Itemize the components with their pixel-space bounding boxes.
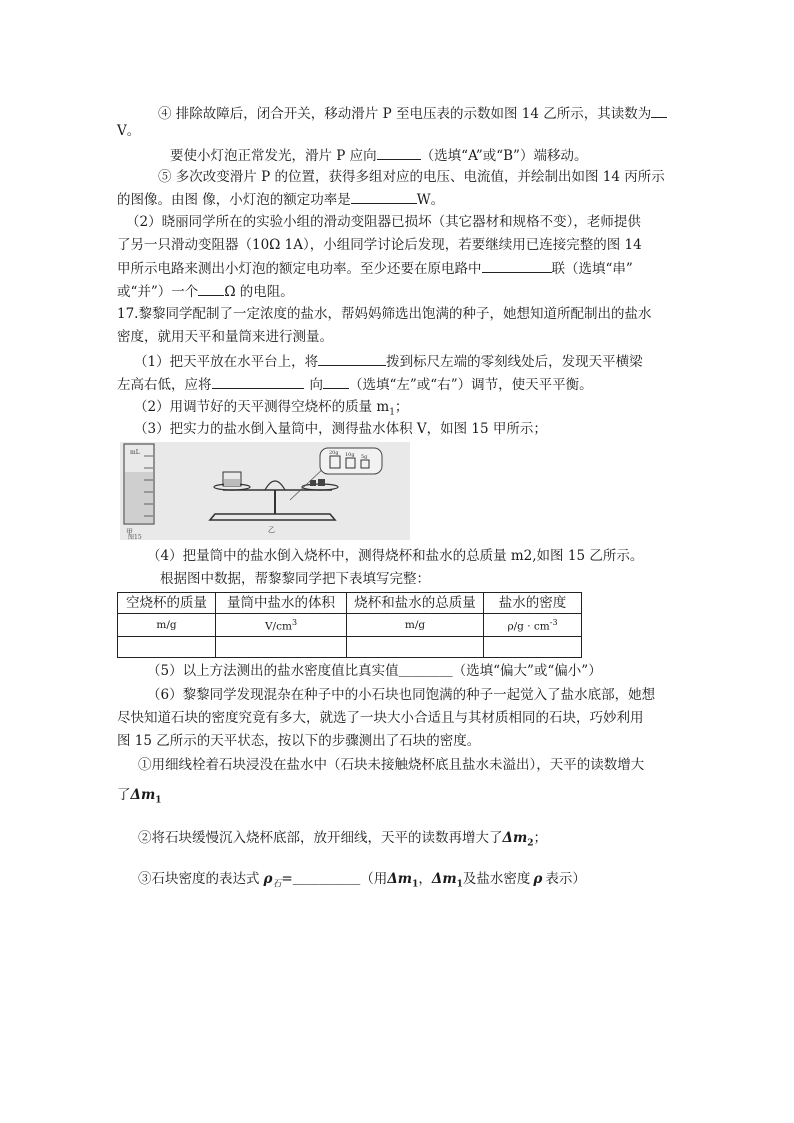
text: （4）把量筒中的盐水倒入烧杯中，测得烧杯和盐水的总质量 m2,如图 15 乙所示。 [147,548,644,564]
text: 密度，就用天平和量筒来进行测量。 [117,329,333,345]
q17-line-11 [117,709,644,727]
q-line-8 [117,282,294,301]
balance-base [210,514,335,520]
q-line-3 [158,168,665,186]
text: 了 [117,787,131,803]
delta-m-symbol: Δm [387,871,413,887]
subscript: 石 [272,879,282,890]
table-unit-row [118,614,582,637]
subscript: 1 [155,795,162,806]
cylinder-unit: mL [130,449,140,456]
q17-line-6 [134,420,547,438]
q17-line-7 [147,547,643,565]
answer-blank[interactable] [212,375,304,389]
text: 了另一只滑动变阻器（10Ω 1A），小组同学讨论后发现，若要继续用已连接完整的图 14 [117,237,642,253]
table-answer-row [118,636,582,657]
answer-blank[interactable] [318,352,386,366]
weight-mid [318,479,325,486]
text: 表示） [545,871,586,887]
text: ⑤ 多次改变滑片 P 的位置，获得多组对应的电压、电流值，并绘制出如图 14 丙所示 [158,169,665,185]
q-line-1 [158,104,667,123]
table-unit-cell: $V/cm^3$ [216,614,347,637]
text: ②将石块缓慢沉入烧杯底部，放开细线，天平的读数再增大了 [138,830,503,846]
q17-line-5 [134,398,408,422]
table-unit-cell: m/g [347,614,484,637]
text: 向 [309,377,323,393]
answer-blank[interactable] [377,146,421,160]
table-header-cell: 盐水的密度 [484,593,582,614]
text: ； [394,399,409,415]
table-header-cell: 量筒中盐水的体积 [216,593,347,614]
q17-line-8 [160,570,430,588]
text: ①用细线栓着石块浸没在盐水中（石块未接触烧杯底且盐水未溢出），天平的读数增大 [138,757,645,773]
balance-dial [265,481,285,490]
q17-line-10 [147,686,655,704]
text: 要使小灯泡正常发光，滑片 P 应向 [170,148,377,164]
text: V。 [117,123,141,139]
text: （6）黎黎同学发现混杂在种子中的小石块也同饱满的种子一起觉入了盐水底部，她想 [147,687,656,703]
answer-blank[interactable] [198,282,224,296]
delta-m-symbol: Δm [431,871,457,887]
subscript: 1 [412,879,419,890]
answer-blank[interactable] [651,104,667,118]
table-unit-cell: $\rho/g \cdot cm^{-3}$ [484,614,582,637]
figure-caption: 图15 [128,534,142,540]
text: ③石块密度的表达式 [138,871,260,887]
delta-m-symbol: Δm [502,830,528,846]
weight-small [310,480,316,486]
text: （1）把天平放在水平台上，将 [134,354,319,370]
beaker-liquid [224,479,240,486]
text: ； [533,830,548,846]
q17-line-3 [134,352,643,371]
step-3 [138,870,586,894]
rho-symbol: ρ [533,871,543,887]
q17-line-9 [147,662,602,680]
text: （选填“A”或“B”）端移动。 [420,148,588,164]
answer-cell[interactable] [347,636,484,657]
table-header-cell: 烧杯和盐水的总质量 [347,593,484,614]
text: 及盐水密度 [462,871,531,887]
rho-symbol: ρ [263,871,273,887]
text: 或“并”）一个 [117,284,199,300]
step-1 [138,756,644,774]
answer-blank[interactable] [482,259,552,273]
text: 尽快知道石块的密度究竟有多大，就选了一块大小合适且与其材质相同的石块，巧妙利用 [117,710,644,726]
text: 甲所示电路来测出小灯泡的额定电功率。至少还要在原电路中 [117,261,482,277]
label-jia: 甲 [126,528,133,536]
data-table [117,592,582,658]
subscript: 2 [527,838,534,849]
table-unit-cell: m/g [118,614,216,637]
text: 图 15 乙所示的天平状态，按以下的步骤测出了石块的密度。 [117,733,481,749]
text: 根据图中数据，帮黎黎同学把下表填写完整： [160,571,430,587]
q17-line-4 [117,375,593,394]
text: ， [418,871,432,887]
answer-blank[interactable] [323,375,349,389]
text: （3）把实力的盐水倒入量筒中，测得盐水体积 V，如图 15 甲所示； [134,421,547,437]
text: （5）以上方法测出的盐水密度值比真实值＿＿＿＿（选填“偏大”或“偏小”） [147,663,602,679]
answer-cell[interactable] [484,636,582,657]
q-line-1b [117,122,140,140]
answer-cell[interactable] [216,636,347,657]
weight-2-label: 10g [345,452,355,458]
answer-blank[interactable] [351,190,417,204]
q-line-5 [126,213,641,231]
text: =＿＿＿＿＿（用 [281,871,388,887]
q17-line-1 [117,305,651,323]
subscript: 1 [389,407,395,418]
text: （选填“左”或“右”）调节，使天平平衡。 [349,377,593,393]
text: 联（选填“串” [551,261,633,277]
text: W。 [416,192,445,208]
q-line-7 [117,259,633,278]
text: ④ 排除故障后，闭合开关，移动滑片 P 至电压表的示数如图 14 乙所示，其读数为 [158,106,652,122]
step-1b [117,786,162,810]
weight-3-label: 5g [361,454,368,460]
text: （2）晓丽同学所在的实验小组的滑动变阻器已损坏（其它器材和规格不变），老师提供 [126,214,641,230]
answer-cell[interactable] [118,636,216,657]
q17-line-12 [117,732,480,750]
delta-m-symbol: Δm [130,787,156,803]
weight-1-label: 20g [329,450,339,456]
step-2 [138,829,547,853]
text: 左高右低，应将 [117,377,212,393]
q17-line-2 [117,328,333,346]
subscript: 1 [456,879,463,890]
text: 的图像。由图 像，小灯泡的额定功率是 [117,192,351,208]
text: Ω 的电阻。 [224,284,294,300]
label-yi: 乙 [268,526,275,534]
table-header-row [118,593,582,614]
text: 拨到标尺左端的零刻线处后，发现天平横梁 [386,354,643,370]
q-line-2 [170,146,587,165]
figure-15-drawing [120,442,410,540]
table-header-cell: 空烧杯的质量 [118,593,216,614]
figure-15 [120,442,410,540]
q-line-6 [117,236,642,254]
text: （2）用调节好的天平测得空烧杯的质量 m [134,399,390,415]
text: 17.黎黎同学配制了一定浓度的盐水，帮妈妈筛选出饱满的种子，她想知道所配制出的盐水 [117,306,652,322]
q-line-4 [117,190,444,209]
